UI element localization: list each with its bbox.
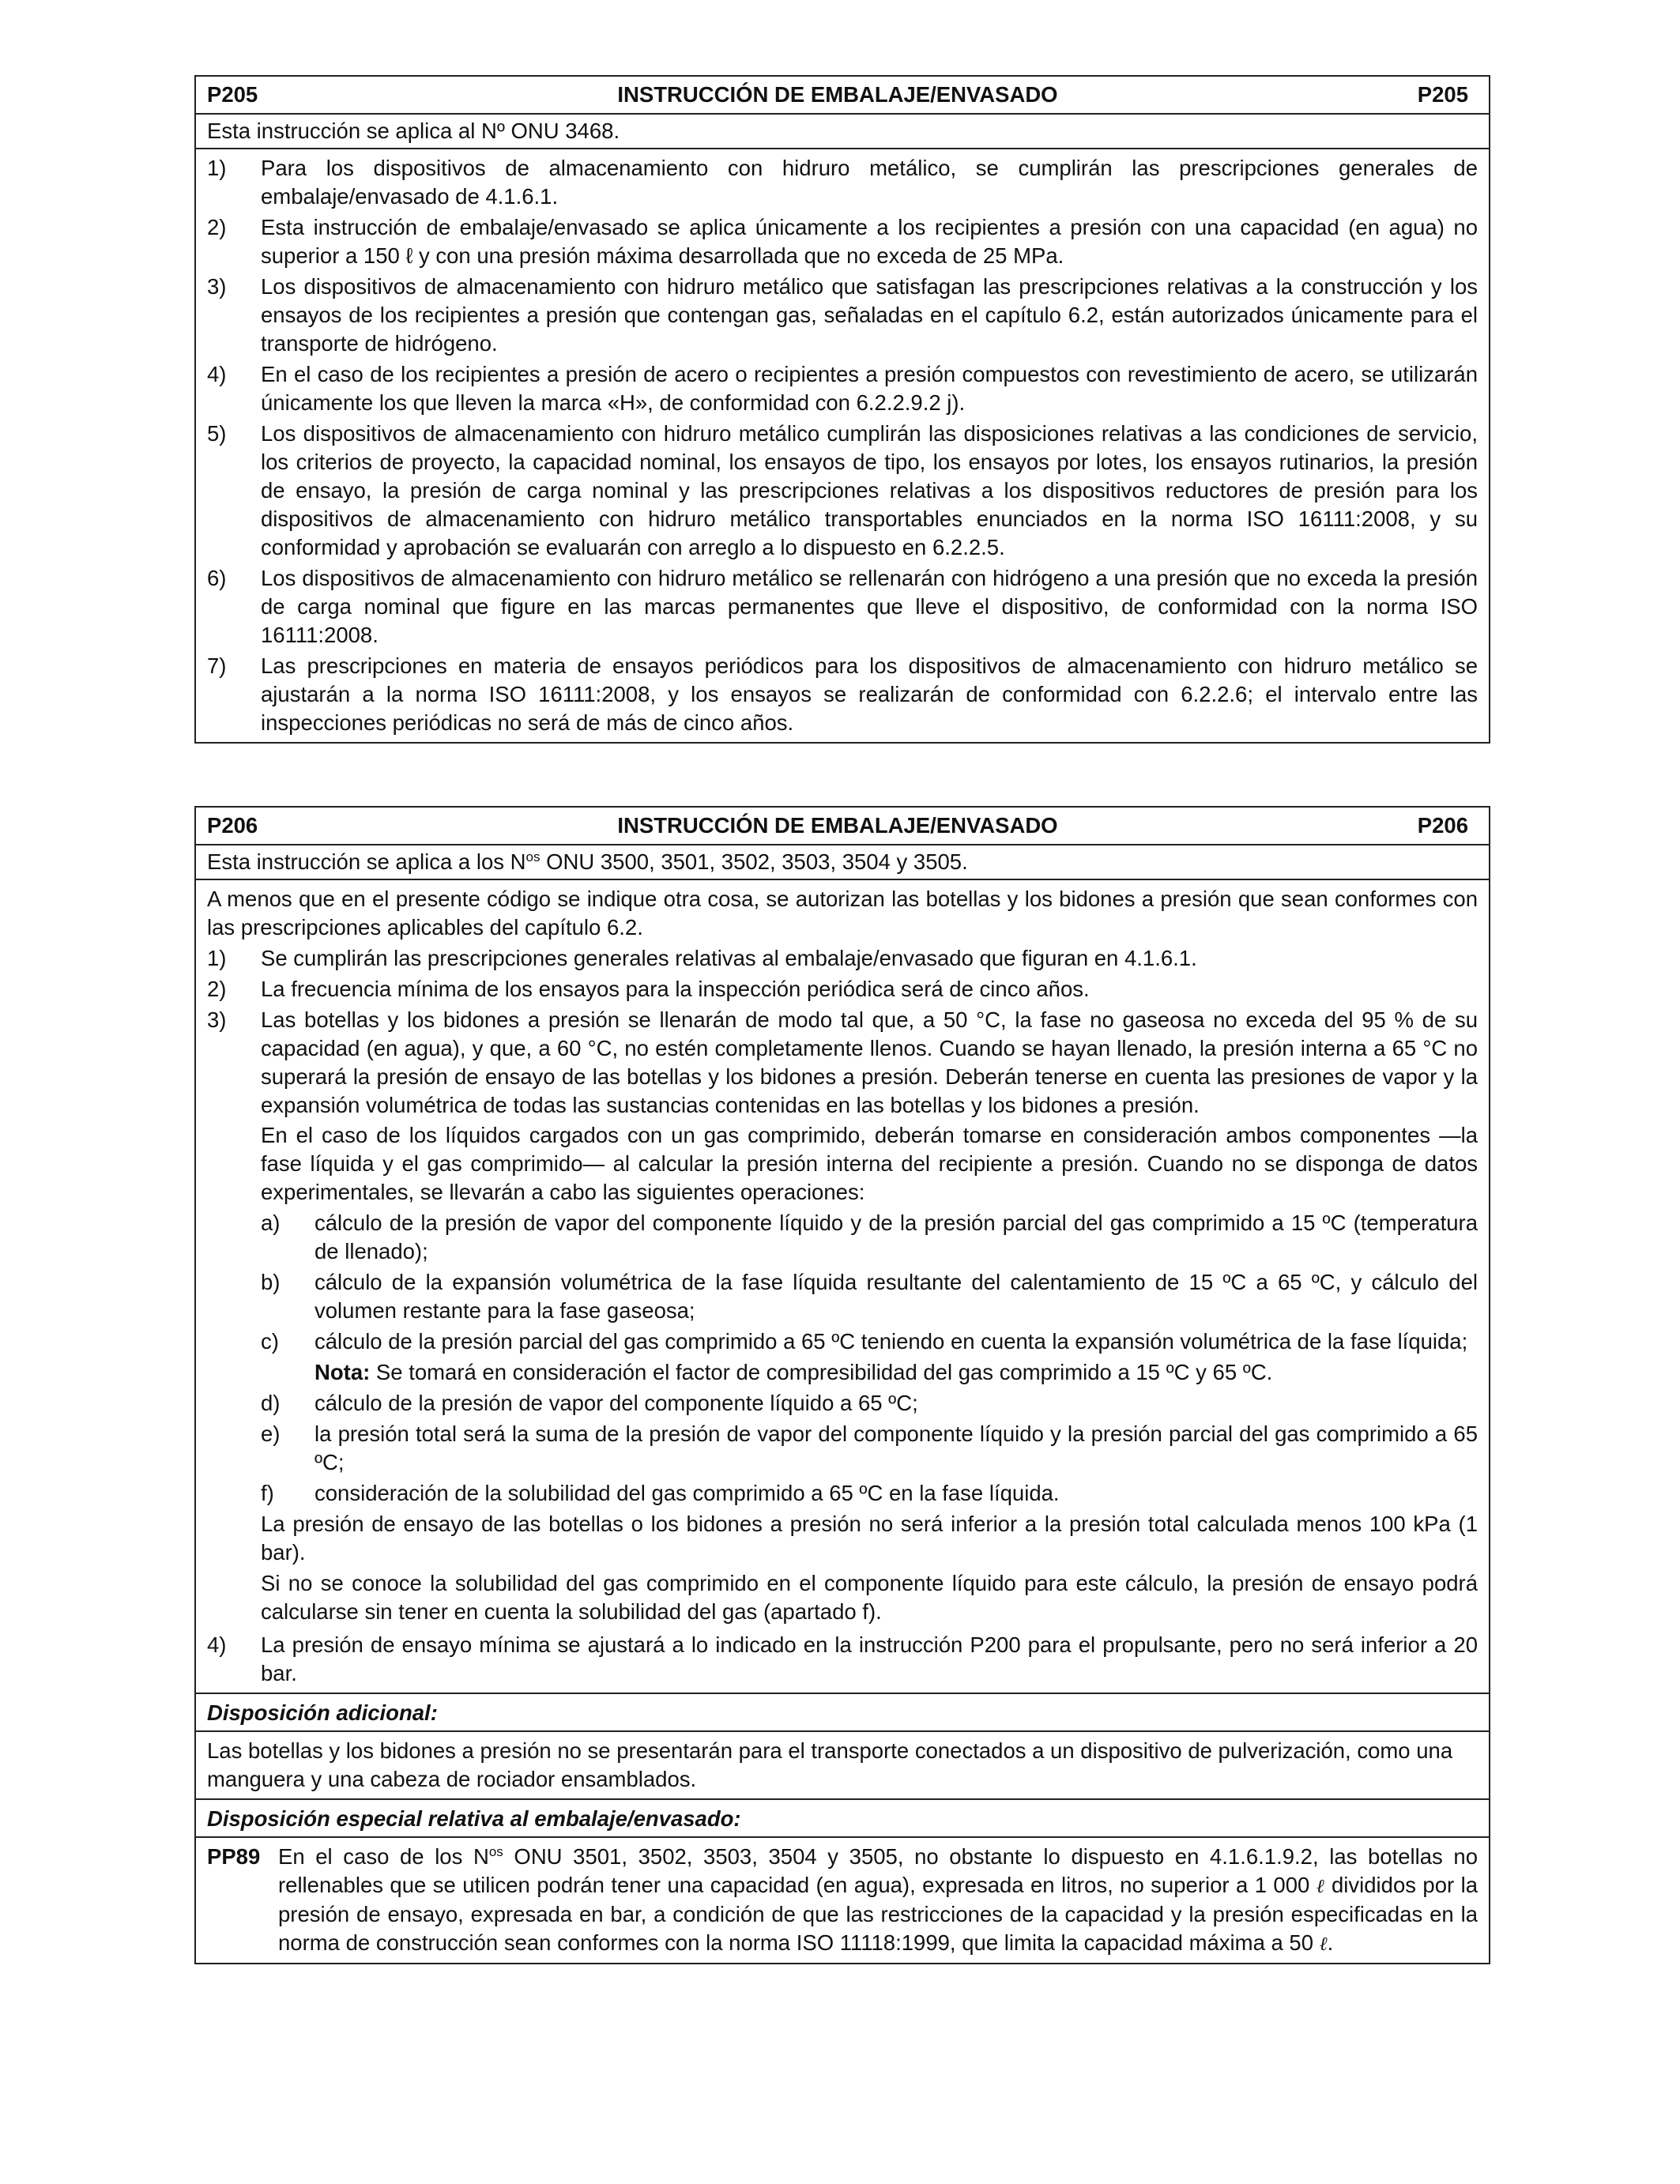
sub-item-d	[261, 1389, 1478, 1418]
sub-item-e	[261, 1420, 1478, 1477]
sub-item-text: cálculo de la expansión volumétrica de la fase líquida resultante del calentamiento de 15 ºC a 65 ºC, y cálculo del volumen restante para la fase gaseosa;	[315, 1270, 1478, 1323]
item-number: 2)	[207, 977, 227, 1001]
p205-item-4	[207, 360, 1478, 417]
item-number: 1)	[207, 946, 227, 970]
p206-header	[196, 808, 1489, 845]
item-number: 3)	[207, 1007, 227, 1032]
p205-item-2	[207, 213, 1478, 270]
additional-provision-heading: Disposición adicional:	[196, 1694, 1489, 1732]
item-text: Esta instrucción de embalaje/envasado se aplica únicamente a los recipientes a presión con una capacidad (en agua) no superior a 150 ℓ y con una presión máxima desarrollada que no exceda de 25 MPa.	[261, 215, 1478, 268]
scope-post: ONU 3500, 3501, 3502, 3503, 3504 y 3505.	[540, 849, 968, 874]
item-number: 2)	[207, 215, 227, 239]
p206-item-2	[207, 975, 1478, 1004]
item-text: En el caso de los recipientes a presión de acero o recipientes a presión compuestos con revestimiento de acero, se utilizarán únicamente los que lleven la marca «H», de conformidad con 6.2.2.9.2 j).	[261, 362, 1478, 415]
p206-scope	[196, 845, 1489, 880]
p206-code-left: P206	[207, 813, 258, 838]
additional-provision-text: Las botellas y los bidones a presión no se presentarán para el transporte conectados a un dispositivo de pulverización, como una manguera y una cabeza de rociador ensamblados.	[196, 1732, 1489, 1800]
item-number: 4)	[207, 362, 227, 386]
litre-symbol: ℓ	[1316, 1875, 1325, 1897]
sub-item-b	[261, 1268, 1478, 1325]
p205-item-6	[207, 564, 1478, 650]
note-text: Se tomará en consideración el factor de compresibilidad del gas comprimido a 15 ºC y 65 ºC.	[370, 1360, 1273, 1384]
item-3-content	[261, 1006, 1478, 1629]
sub-item-letter: b)	[261, 1270, 281, 1294]
scope-pre: Esta instrucción se aplica a los N	[207, 849, 526, 874]
sub-item-a	[261, 1209, 1478, 1266]
p205-instruction-table	[194, 75, 1490, 744]
p205-item-1	[207, 154, 1478, 211]
item-number: 5)	[207, 421, 227, 446]
item-number: 4)	[207, 1632, 227, 1657]
item-text: Se cumplirán las prescripciones generales relativas al embalaje/envasado que figuran en 4.1.6.1.	[261, 946, 1197, 970]
p206-body	[196, 880, 1489, 1694]
item-text: La frecuencia mínima de los ensayos para la inspección periódica será de cinco años.	[261, 977, 1090, 1001]
litre-symbol: ℓ	[1319, 1933, 1328, 1955]
item-number: 3)	[207, 274, 227, 299]
p206-instruction-table	[194, 806, 1490, 1964]
item-text: Para los dispositivos de almacenamiento con hidruro metálico, se cumplirán las prescripciones generales de embalaje/envasado de 4.1.6.1.	[261, 156, 1478, 209]
sub-item-letter: f)	[261, 1481, 274, 1505]
p205-item-7	[207, 652, 1478, 737]
pp89-code: PP89	[207, 1844, 261, 1869]
pp89-item	[207, 1843, 1478, 1958]
item-number: 7)	[207, 653, 227, 678]
p206-item-4	[207, 1631, 1478, 1688]
item-text: La presión de ensayo mínima se ajustará a lo indicado en la instrucción P200 para el propulsante, pero no será inferior a 20 bar.	[261, 1632, 1478, 1685]
item-text: Los dispositivos de almacenamiento con hidruro metálico cumplirán las disposiciones relativas a las condiciones de servicio, los criterios de proyecto, la capacidad nominal, los ensayos de tipo, los ensayos por lotes, los ensayos rutinarios, la presión de ensayo, la presión de carga nominal y las prescripciones relativas a los dispositivos reductores de presión para los dispositivos de almacenamiento con hidruro metálico transportables enunciados en la norma ISO 16111:2008, y su conformidad y aprobación se evaluarán con arreglo a lo dispuesto en 6.2.2.5.	[261, 421, 1478, 559]
p205-code-right: P205	[1417, 82, 1468, 107]
pp89-text	[278, 1843, 1478, 1958]
item-text: Los dispositivos de almacenamiento con hidruro metálico que satisfagan las prescripciones relativas a la construcción y los ensayos de los recipientes a presión que contengan gas, señaladas en el capítulo 6.2, están autorizados únicamente para el transporte de hidrógeno.	[261, 274, 1478, 356]
p206-code-right: P206	[1417, 813, 1468, 838]
p205-body	[196, 149, 1489, 742]
item-3-paragraph-3: La presión de ensayo de las botellas o los bidones a presión no será inferior a la presión total calculada menos 100 kPa (1 bar).	[261, 1512, 1478, 1565]
sub-item-text: cálculo de la presión de vapor del componente líquido y de la presión parcial del gas comprimido a 15 ºC (temperatura de llenado);	[315, 1211, 1478, 1263]
p206-intro: A menos que en el presente código se indique otra cosa, se autorizan las botellas y los bidones a presión que sean conformes con las prescripciones aplicables del capítulo 6.2.	[207, 887, 1478, 939]
sub-item-letter: d)	[261, 1391, 281, 1415]
p205-code-left: P205	[207, 82, 258, 107]
item-3-paragraph-2: En el caso de los líquidos cargados con un gas comprimido, deberán tomarse en consideración ambos componentes —la fase líquida y el gas comprimido— al calcular la presión interna del recipiente a presión. Cuando no se disponga de datos experimentales, se llevarán a cabo las siguientes operaciones:	[261, 1123, 1478, 1204]
p205-scope: Esta instrucción se aplica al Nº ONU 3468.	[196, 115, 1489, 149]
sub-item-text: cálculo de la presión de vapor del componente líquido a 65 ºC;	[315, 1391, 918, 1415]
item-3-paragraph-4: Si no se conoce la solubilidad del gas comprimido en el componente líquido para este cálculo, la presión de ensayo podrá calcularse sin tener en cuenta la solubilidad del gas (apartado f).	[261, 1571, 1478, 1624]
item-text: Los dispositivos de almacenamiento con hidruro metálico se rellenarán con hidrógeno a una presión que no exceda la presión de carga nominal que figure en las marcas permanentes que lleve el dispositivo, de conformidad con la norma ISO 16111:2008.	[261, 566, 1478, 647]
sub-item-f	[261, 1479, 1478, 1508]
p206-item-3	[207, 1006, 1478, 1629]
p205-item-3	[207, 273, 1478, 358]
item-number: 1)	[207, 156, 227, 180]
pp89-mid2: divididos por la presión de ensayo, expresada en bar, a condición de que las restricciones de la capacidad y la presión especificadas en la norma de construcción sean conformes con la norma ISO 11118:1999, que limita la capacidad máxima a 50	[278, 1873, 1478, 1955]
sub-item-letter: e)	[261, 1421, 281, 1446]
note-label: Nota:	[315, 1360, 371, 1384]
sub-item-text: cálculo de la presión parcial del gas comprimido a 65 ºC teniendo en cuenta la expansión volumétrica de la fase líquida;	[315, 1329, 1468, 1354]
special-provision-body	[196, 1838, 1489, 1963]
p205-title: INSTRUCCIÓN DE EMBALAJE/ENVASADO	[617, 82, 1058, 107]
item-text: Las botellas y los bidones a presión se llenarán de modo tal que, a 50 °C, la fase no gaseosa no exceda del 95 % de su capacidad (en agua), y que, a 60 °C, no estén completamente llenos. Cuando se hayan llenado, la presión interna a 65 °C no superará la presión de ensayo de las botellas y los bidones a presión. Deberán tenerse en cuenta las presiones de vapor y la expansión volumétrica de todas las sustancias contenidas en las botellas y los bidones a presión.	[261, 1007, 1478, 1117]
pp89-sup: os	[488, 1843, 503, 1859]
special-provision-heading: Disposición especial relativa al embalaje/envasado:	[196, 1800, 1489, 1838]
pp89-pre: En el caso de los N	[278, 1844, 489, 1869]
p205-item-5	[207, 420, 1478, 562]
sub-item-letter: a)	[261, 1211, 281, 1235]
p205-header	[196, 77, 1489, 115]
p206-item-1	[207, 944, 1478, 973]
item-text: Las prescripciones en materia de ensayos periódicos para los dispositivos de almacenamiento con hidruro metálico se ajustarán a la norma ISO 16111:2008, y los ensayos se realizarán de conformidad con 6.2.2.6; el intervalo entre las inspecciones periódicas no será de más de cinco años.	[261, 653, 1478, 735]
sub-item-letter: c)	[261, 1329, 279, 1354]
sub-item-text: la presión total será la suma de la presión de vapor del componente líquido y la presión parcial del gas comprimido a 65 ºC;	[315, 1421, 1478, 1474]
sub-item-text: consideración de la solubilidad del gas comprimido a 65 ºC en la fase líquida.	[315, 1481, 1060, 1505]
item-number: 6)	[207, 566, 227, 590]
p206-title: INSTRUCCIÓN DE EMBALAJE/ENVASADO	[617, 813, 1058, 838]
pp89-mid: ONU 3501, 3502, 3503, 3504 y 3505, no obstante lo dispuesto en 4.1.6.1.9.2, las botellas no rellenables que se utilicen podrán tener una capacidad (en agua), expresada en litros, no superior a 1 000	[278, 1844, 1478, 1897]
pp89-end: .	[1327, 1930, 1334, 1955]
note	[315, 1358, 1478, 1387]
sub-item-c	[261, 1327, 1478, 1356]
scope-sup: os	[525, 849, 541, 864]
